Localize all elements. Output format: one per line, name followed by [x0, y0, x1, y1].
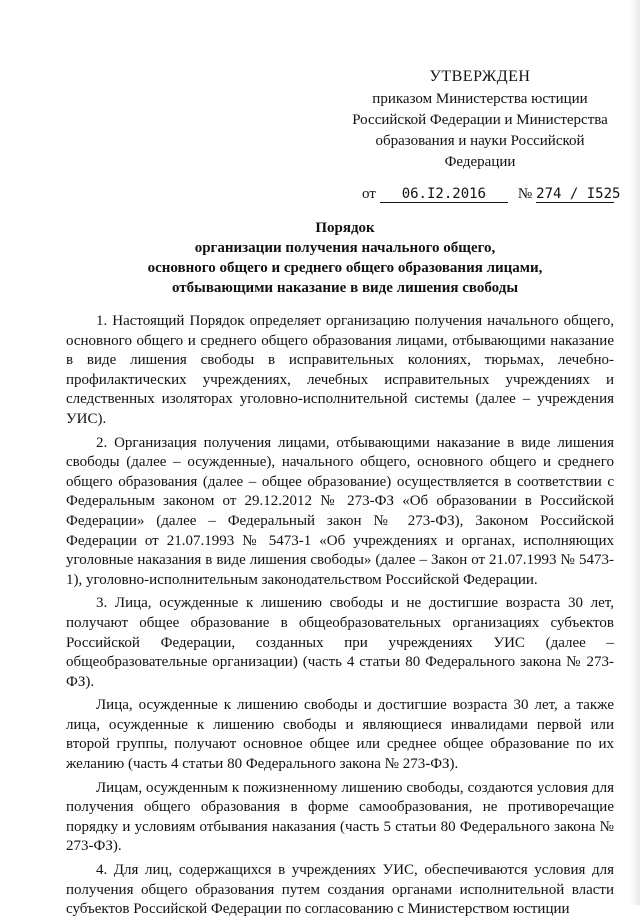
paragraph: Лицам, осужденным к пожизненному лишению свободы, создаются условия для получения общего образования в форме самообразования, не противоречащие порядку и условиям отбывания наказания (часть 5 статьи 80 Федерального закона № 273-ФЗ).: [66, 779, 614, 855]
document-title: [110, 218, 580, 298]
approval-line: Федерации: [444, 154, 516, 170]
approval-line: Российской Федерации и Министерства: [352, 112, 608, 128]
paragraph: 2. Организация получения лицами, отбывающими наказание в виде лишения свободы (далее – осужденные), начального общего, основного общего и среднего общего образования (далее – общее образование) осуществляется в соответствии с Федеральным законом от 29.12.2012 № 273-ФЗ «Об образовании в Российской Федерации» (далее – Федеральный закон № 273-ФЗ), Законом Российской Федерации от 21.07.1993 № 5473-1 «Об учреждениях и органах, исполняющих уголовные наказания в виде лишения свободы» (далее – Закон от 21.07.1993 № 5473-1), уголовно-исполнительным законодательством Российской Федерации.: [66, 434, 614, 588]
paragraph: 3. Лица, осужденные к лишению свободы и не достигшие возраста 30 лет, получают общее образование в общеобразовательных организациях субъектов Российской Федерации, созданных при учреждениях УИС (далее – общеобразовательные организации) (часть 4 статьи 80 Федерального закона № 273-ФЗ).: [66, 595, 614, 690]
title-line: организации получения начального общего,: [194, 240, 496, 256]
title-line: основного общего и среднего общего образования лицами,: [147, 260, 543, 276]
order-date: 06.I2.2016: [380, 186, 508, 203]
document-body: [66, 312, 614, 924]
page-edge-shadow: [630, 0, 640, 905]
paragraph: Лица, осужденные к лишению свободы и достигшие возраста 30 лет, а также лица, осужденные к лишению свободы и являющиеся инвалидами первой или второй группы, получают основное общее или среднее общее образование по их желанию (часть 4 статьи 80 Федерального закона № 273-ФЗ).: [66, 697, 614, 773]
title-line: Порядок: [315, 220, 375, 236]
paragraph: 4. Для лиц, содержащихся в учреждениях УИС, обеспечиваются условия для получения общего образования путем создания органами исполнительной власти субъектов Российской Федерации по согласованию с Министерством юстиции: [66, 862, 614, 918]
approval-line: приказом Министерства юстиции: [372, 91, 588, 107]
order-reference: [362, 186, 621, 203]
paragraph: 1. Настоящий Порядок определяет организацию получения начального общего, основного общего и среднего общего образования лицами, отбывающими наказание в виде лишения свободы в исправительных колониях, тюрьмах, лечебно-профилактических учреждениях, лечебных исправительных учреждениях и следственных изоляторах уголовно-исполнительной системы (далее – учреждения УИС).: [66, 313, 614, 427]
approval-line: образования и науки Российской: [375, 133, 585, 149]
order-number-label: №: [517, 186, 533, 202]
approval-heading: УТВЕРЖДЕН: [429, 68, 531, 85]
order-from-label: от: [362, 186, 376, 202]
approval-block: [340, 66, 620, 173]
order-number: 274 / I525: [536, 186, 621, 202]
title-line: отбывающими наказание в виде лишения свободы: [171, 280, 519, 296]
